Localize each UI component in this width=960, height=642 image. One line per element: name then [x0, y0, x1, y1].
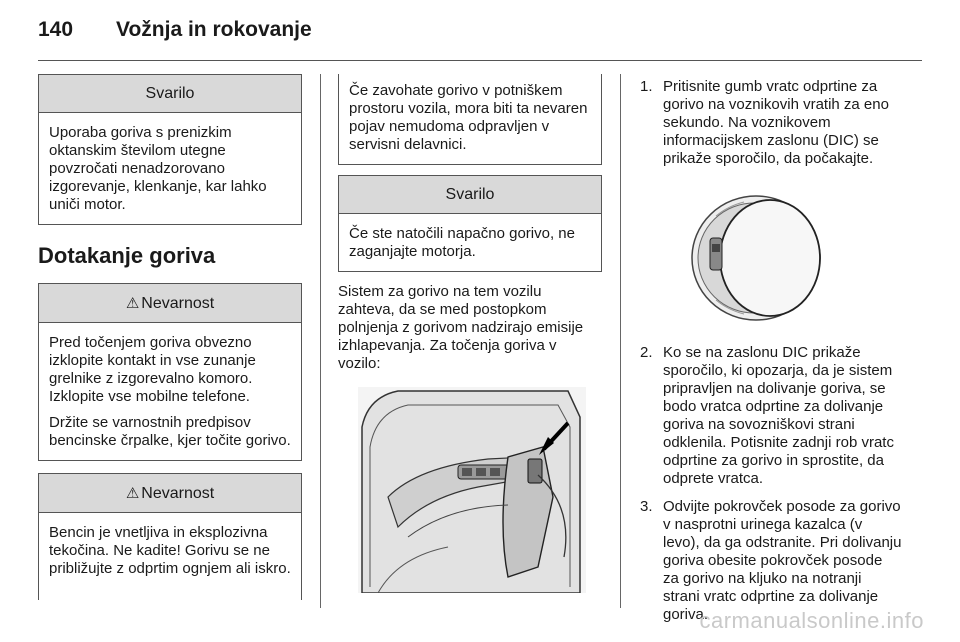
- watermark: carmanualsonline.info: [699, 608, 924, 633]
- fuel-door-illustration: [688, 192, 826, 324]
- svarilo-box-wrong-fuel: [338, 175, 602, 272]
- column-3: [640, 78, 902, 624]
- body-paragraph: Sistem za gorivo na tem vozilu zahteva, da se med postopkom polnjenja z gorivom nadzirajo emisije izhlapevanja. Za točenja goriva v vozilo:: [338, 283, 584, 372]
- svarilo-box-octane: [38, 74, 302, 225]
- column-1: [38, 74, 302, 600]
- nevarnost-box-1: [38, 283, 302, 461]
- page-number: 140: [38, 18, 74, 41]
- step-3: [640, 498, 902, 624]
- column-2: [338, 74, 602, 593]
- box-heading: Svarilo: [339, 176, 601, 214]
- box-heading: Svarilo: [39, 75, 301, 113]
- box-heading: Nevarnost: [141, 295, 215, 312]
- box-text: Če ste natočili napačno gorivo, ne zaganjajte motorja.: [349, 225, 575, 260]
- nevarnost-box-2: [38, 473, 302, 600]
- column-divider-2: [620, 74, 621, 608]
- header-rule: [38, 60, 922, 61]
- page-header: [38, 18, 312, 48]
- continued-warning-box: [338, 74, 602, 165]
- step-number: 2.: [640, 344, 653, 361]
- warning-triangle-icon: ⚠: [125, 295, 140, 312]
- box-heading: Nevarnost: [141, 485, 215, 502]
- section-title: Dotakanje goriva: [38, 243, 216, 268]
- step-number: 1.: [640, 78, 653, 95]
- column-divider-1: [320, 74, 321, 608]
- door-panel-image: [358, 387, 586, 593]
- step-text: Pritisnite gumb vratc odprtine za gorivo na voznikovih vratih za eno sekundo. Na voznikovem informacijskem zaslonu (DIC) se prikaže sporočilo, da počakajte.: [663, 78, 889, 167]
- step-text: Ko se na zaslonu DIC prikaže sporočilo, ki opozarja, da je sistem pripravljen na dolivanje goriva, se bodo vratca odprtine za dolivanje goriva na sovozniškovi strani odklenila. Potisnite zadnji rob vratc odprtine za gorivo in sprostite, da odprete vratca.: [663, 344, 894, 487]
- door-illustration: [358, 387, 586, 593]
- box-text: Bencin je vnetljiva in eksplozivna tekočina. Ne kadite! Gorivu se ne približujte z odprtim ognjem ali iskro.: [49, 524, 291, 577]
- fuel-door-image: [688, 192, 826, 324]
- step-2: [640, 344, 902, 488]
- box-text: Uporaba goriva s prenizkim oktanskim številom utegne povzročati nenadzorovano izgorevanje, klenkanje, kar lahko uniči motor.: [49, 124, 267, 213]
- step-number: 3.: [640, 498, 653, 515]
- box-text: Če zavohate gorivo v potniškem prostoru vozila, mora biti ta nevaren pojav nemudoma odpravljen v servisni delavnici.: [349, 82, 588, 153]
- box-paragraph: Držite se varnostnih predpisov bencinske črpalke, kjer točite gorivo.: [49, 414, 291, 449]
- warning-triangle-icon: ⚠: [125, 485, 140, 502]
- step-1: [640, 78, 902, 168]
- box-paragraph: Pred točenjem goriva obvezno izklopite kontakt in vse zunanje grelnike z izgorevalno komoro. Izklopite vse mobilne telefone.: [49, 334, 256, 405]
- step-text: Odvijte pokrovček posode za gorivo v nasprotni urinega kazalca (v levo), da ga odstranite. Pri dolivanju goriva obesite pokrovček posode za gorivo na kljuko na notranji strani vratc odprtine za dolivanje goriva.: [663, 498, 902, 623]
- page-title: Vožnja in rokovanje: [116, 18, 312, 41]
